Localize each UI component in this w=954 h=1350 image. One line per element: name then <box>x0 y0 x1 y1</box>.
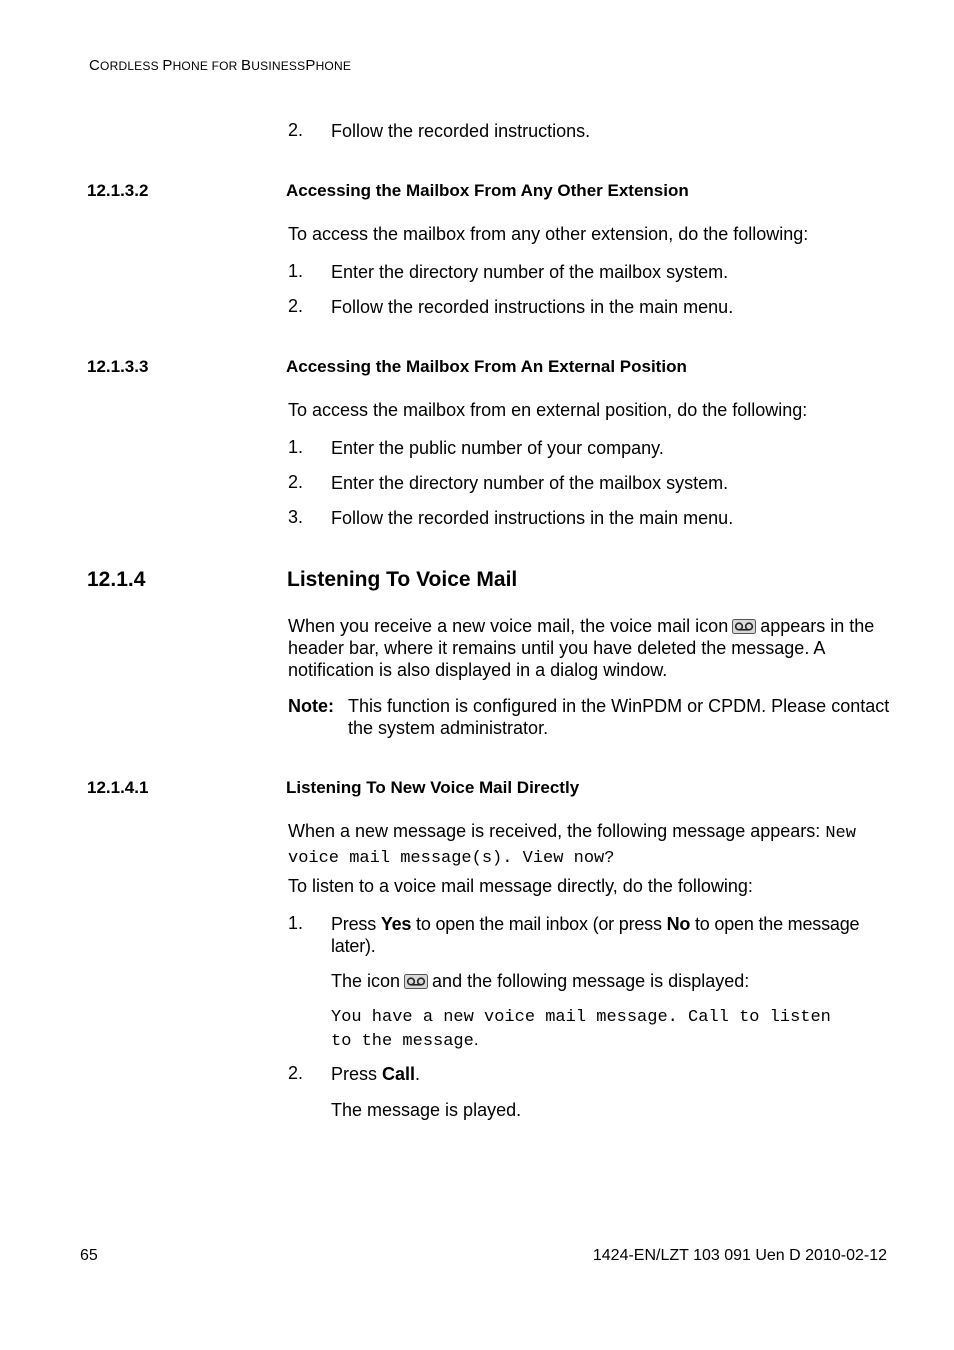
section-paragraph: To listen to a voice mail message directly, do the following: <box>288 876 753 896</box>
section-title: Listening To New Voice Mail Directly <box>286 778 580 797</box>
step-number: 2. <box>288 296 304 316</box>
step-text: Follow the recorded instructions in the main menu. <box>331 508 734 528</box>
step-text: Follow the recorded instructions in the main menu. <box>331 297 734 317</box>
note-text: This function is configured in the WinPDM or CPDM. Please contact the system administrator. <box>348 696 890 738</box>
step-number: 1. <box>288 913 304 933</box>
step-result: The message is played. <box>331 1100 522 1120</box>
section-number: 12.1.3.3 <box>87 357 149 376</box>
step-text: Press Yes to open the mail inbox (or press No to open the message later). <box>331 914 860 956</box>
section-paragraph: When a new message is received, the following message appears: New voice mail message(s). View now? <box>288 821 856 868</box>
voicemail-icon <box>732 619 756 634</box>
icon-line: The icon and the following message is displayed: <box>331 971 750 991</box>
section-paragraph: When you receive a new voice mail, the voice mail icon appears in the header bar, where it remains until you have deleted the message. A notification is also displayed in a dialog window. <box>288 616 875 680</box>
step-number: 1. <box>288 261 304 281</box>
section-number: 12.1.4 <box>87 568 146 591</box>
section-number: 12.1.4.1 <box>87 778 149 797</box>
section-title: Accessing the Mailbox From An External Position <box>286 357 687 376</box>
section-intro: To access the mailbox from any other extension, do the following: <box>288 224 809 244</box>
step-text: Enter the public number of your company. <box>331 438 664 458</box>
note-label: Note: <box>288 696 334 716</box>
step-number: 2. <box>288 120 304 140</box>
step-text: Enter the directory number of the mailbox system. <box>331 262 729 282</box>
section-intro: To access the mailbox from en external position, do the following: <box>288 400 808 420</box>
page-number: 65 <box>80 1247 98 1264</box>
step-number: 2. <box>288 1063 304 1083</box>
step-number: 2. <box>288 472 304 492</box>
section-number: 12.1.3.2 <box>87 181 149 200</box>
step-text: Press Call. <box>331 1064 421 1084</box>
running-header: CORDLESS PHONE FOR BUSINESSPHONE <box>89 57 352 74</box>
no-key-label: No <box>666 914 691 934</box>
yes-key-label: Yes <box>380 914 412 934</box>
section-title: Accessing the Mailbox From Any Other Extension <box>286 181 689 200</box>
call-key-label: Call <box>382 1064 416 1084</box>
document-id: 1424-EN/LZT 103 091 Uen D 2010-02-12 <box>592 1247 887 1264</box>
voicemail-icon <box>404 974 428 989</box>
display-message: You have a new voice mail message. Call to listen to the message. <box>331 1008 831 1051</box>
step-number: 3. <box>288 507 304 527</box>
section-title: Listening To Voice Mail <box>287 568 518 591</box>
step-number: 1. <box>288 437 304 457</box>
step-text: Follow the recorded instructions. <box>331 121 591 141</box>
step-text: Enter the directory number of the mailbox system. <box>331 473 729 493</box>
